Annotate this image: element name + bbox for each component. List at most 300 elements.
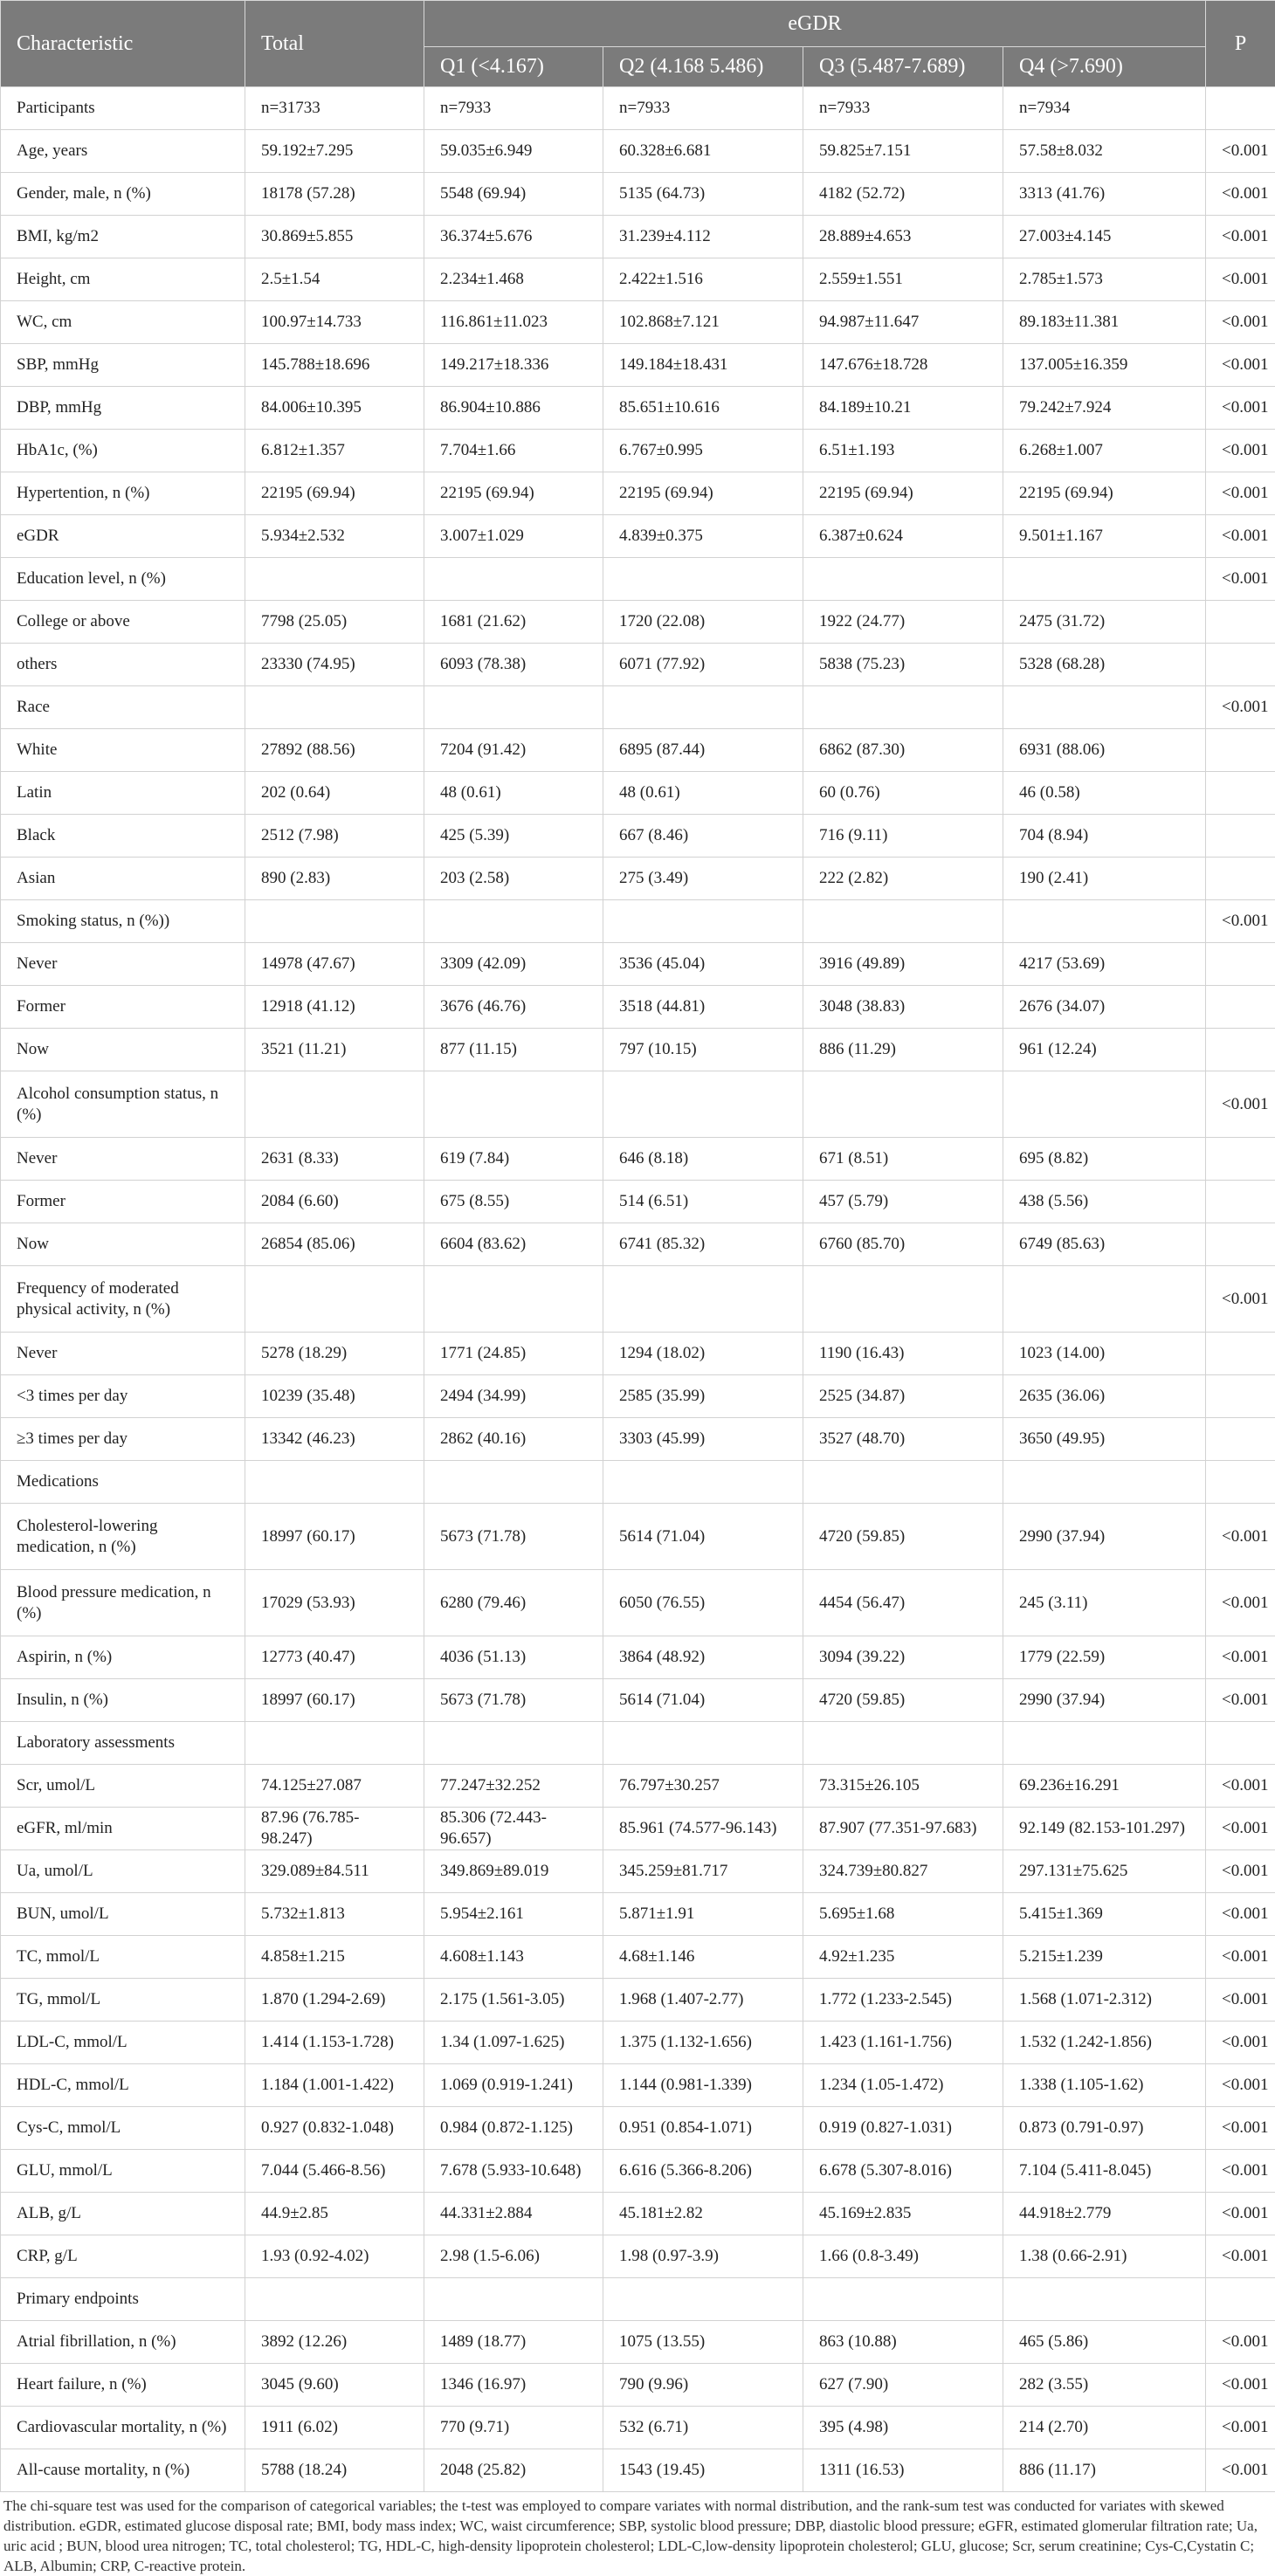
cell-total: 26854 (85.06)	[245, 1223, 424, 1266]
cell-q1: 6604 (83.62)	[424, 1223, 603, 1266]
cell-total	[245, 900, 424, 943]
table-row	[1, 1071, 1275, 1138]
cell-p: <0.001	[1206, 472, 1275, 515]
cell-p: <0.001	[1206, 2235, 1275, 2278]
cell-q4: 5328 (68.28)	[1003, 644, 1206, 686]
cell-p	[1206, 772, 1275, 815]
cell-q4	[1003, 1266, 1206, 1333]
table-row	[1, 130, 1275, 173]
cell-q4: 44.918±2.779	[1003, 2193, 1206, 2235]
cell-p	[1206, 1138, 1275, 1181]
cell-q2	[603, 558, 803, 601]
cell-total: 5788 (18.24)	[245, 2449, 424, 2492]
cell-p: <0.001	[1206, 2107, 1275, 2150]
cell-q1	[424, 558, 603, 601]
cell-q2: 514 (6.51)	[603, 1181, 803, 1223]
cell-q1	[424, 1461, 603, 1504]
cell-p	[1206, 644, 1275, 686]
cell-q3: 716 (9.11)	[803, 815, 1003, 858]
table-row	[1, 1979, 1275, 2022]
cell-q2: 6071 (77.92)	[603, 644, 803, 686]
table-row	[1, 301, 1275, 344]
table-body	[1, 87, 1275, 2492]
cell-p: <0.001	[1206, 1808, 1275, 1850]
cell-q4: 465 (5.86)	[1003, 2321, 1206, 2364]
cell-p: <0.001	[1206, 2064, 1275, 2107]
table-row	[1, 387, 1275, 430]
cell-q1: 116.861±11.023	[424, 301, 603, 344]
cell-q2	[603, 900, 803, 943]
cell-q2: 85.961 (74.577-96.143)	[603, 1808, 803, 1850]
table-row	[1, 1223, 1275, 1266]
cell-total: 13342 (46.23)	[245, 1418, 424, 1461]
cell-q2: 6.616 (5.366-8.206)	[603, 2150, 803, 2193]
cell-q2: 0.951 (0.854-1.071)	[603, 2107, 803, 2150]
cell-q4: 214 (2.70)	[1003, 2407, 1206, 2449]
cell-p	[1206, 87, 1275, 130]
cell-q2: 6050 (76.55)	[603, 1570, 803, 1636]
cell-q3: 1.772 (1.233-2.545)	[803, 1979, 1003, 2022]
table-row	[1, 173, 1275, 216]
cell-characteristic: Medications	[1, 1461, 245, 1504]
cell-q2: 3864 (48.92)	[603, 1636, 803, 1679]
cell-q4: 5.415±1.369	[1003, 1893, 1206, 1936]
cell-q4	[1003, 900, 1206, 943]
table-row	[1, 943, 1275, 986]
cell-characteristic: Heart failure, n (%)	[1, 2364, 245, 2407]
cell-characteristic: Blood pressure medication, n (%)	[1, 1570, 245, 1636]
cell-q4: 69.236±16.291	[1003, 1765, 1206, 1808]
cell-total: 100.97±14.733	[245, 301, 424, 344]
table-footnote: The chi-square test was used for the comparison of categorical variables; the t-test was employed to compare variates with normal distribution, and the rank-sum test was conducted for variates with skewed distribution. eGDR, estimated glucose disposal rate; BMI, body mass index; WC, waist circumference; SBP, systolic blood pressure; DBP, diastolic blood pressure; eGFR, estimated glomerular filtration rate; Ua, uric acid ; BUN, blood urea nitrogen; TC, total cholesterol; TG, HDL-C, high-density lipoprotein cholesterol; LDL-C,low-density lipoprotein cholesterol; GLU, glucose; Scr, serum creatinine; Cys-C,Cystatin C; ALB, Albumin; CRP, C-reactive protein.	[0, 2496, 1275, 2576]
cell-total: 5.934±2.532	[245, 515, 424, 558]
cell-q3: 6862 (87.30)	[803, 729, 1003, 772]
cell-characteristic: Hypertention, n (%)	[1, 472, 245, 515]
cell-characteristic: Smoking status, n (%))	[1, 900, 245, 943]
cell-p: <0.001	[1206, 1504, 1275, 1570]
cell-characteristic: others	[1, 644, 245, 686]
cell-characteristic: Laboratory assessments	[1, 1722, 245, 1765]
cell-total: 3892 (12.26)	[245, 2321, 424, 2364]
cell-q4: 4217 (53.69)	[1003, 943, 1206, 986]
cell-q4: 46 (0.58)	[1003, 772, 1206, 815]
cell-q3: 94.987±11.647	[803, 301, 1003, 344]
cell-q2: 1.98 (0.97-3.9)	[603, 2235, 803, 2278]
cell-p: <0.001	[1206, 301, 1275, 344]
cell-q1: 770 (9.71)	[424, 2407, 603, 2449]
cell-q3	[803, 1071, 1003, 1138]
cell-p	[1206, 1722, 1275, 1765]
cell-q4: 2.785±1.573	[1003, 258, 1206, 301]
table-row	[1, 1138, 1275, 1181]
cell-q4: 1023 (14.00)	[1003, 1333, 1206, 1375]
cell-total: 12918 (41.12)	[245, 986, 424, 1029]
table-row	[1, 2193, 1275, 2235]
cell-q1: 6280 (79.46)	[424, 1570, 603, 1636]
cell-q1: 7.704±1.66	[424, 430, 603, 472]
cell-characteristic: SBP, mmHg	[1, 344, 245, 387]
cell-characteristic: HDL-C, mmol/L	[1, 2064, 245, 2107]
cell-p	[1206, 1375, 1275, 1418]
cell-q2: 1.968 (1.407-2.77)	[603, 1979, 803, 2022]
cell-characteristic: Atrial fibrillation, n (%)	[1, 2321, 245, 2364]
cell-q4: 92.149 (82.153-101.297)	[1003, 1808, 1206, 1850]
cell-q1: 3676 (46.76)	[424, 986, 603, 1029]
cell-q1: 2.98 (1.5-6.06)	[424, 2235, 603, 2278]
header-characteristic: Characteristic	[1, 1, 245, 87]
cell-q1: 2862 (40.16)	[424, 1418, 603, 1461]
table-row	[1, 815, 1275, 858]
cell-q4: 6931 (88.06)	[1003, 729, 1206, 772]
cell-q3: 4182 (52.72)	[803, 173, 1003, 216]
cell-q4: 961 (12.24)	[1003, 1029, 1206, 1071]
table-row	[1, 1722, 1275, 1765]
cell-q1: 1681 (21.62)	[424, 601, 603, 644]
cell-characteristic: Aspirin, n (%)	[1, 1636, 245, 1679]
cell-q3: 5.695±1.68	[803, 1893, 1003, 1936]
table-header	[1, 1, 1275, 87]
table-row	[1, 2107, 1275, 2150]
cell-q2: 5135 (64.73)	[603, 173, 803, 216]
table-row	[1, 216, 1275, 258]
cell-q1: 149.217±18.336	[424, 344, 603, 387]
cell-q3: 73.315±26.105	[803, 1765, 1003, 1808]
cell-p: <0.001	[1206, 686, 1275, 729]
cell-q2	[603, 2278, 803, 2321]
cell-total: 14978 (47.67)	[245, 943, 424, 986]
cell-q3	[803, 900, 1003, 943]
cell-q4: 438 (5.56)	[1003, 1181, 1206, 1223]
cell-q2: 1075 (13.55)	[603, 2321, 803, 2364]
cell-characteristic: LDL-C, mmol/L	[1, 2022, 245, 2064]
table-row	[1, 858, 1275, 900]
cell-characteristic: Race	[1, 686, 245, 729]
cell-q4: 5.215±1.239	[1003, 1936, 1206, 1979]
cell-total	[245, 1461, 424, 1504]
cell-q2: 345.259±81.717	[603, 1850, 803, 1893]
table-row	[1, 1418, 1275, 1461]
cell-q4: 6.268±1.007	[1003, 430, 1206, 472]
cell-q4: 704 (8.94)	[1003, 815, 1206, 858]
cell-total: 59.192±7.295	[245, 130, 424, 173]
cell-q1: 7204 (91.42)	[424, 729, 603, 772]
cell-p	[1206, 986, 1275, 1029]
cell-characteristic: TG, mmol/L	[1, 1979, 245, 2022]
cell-characteristic: DBP, mmHg	[1, 387, 245, 430]
cell-characteristic: BUN, umol/L	[1, 1893, 245, 1936]
cell-total: 2084 (6.60)	[245, 1181, 424, 1223]
cell-characteristic: College or above	[1, 601, 245, 644]
cell-q2: 4.839±0.375	[603, 515, 803, 558]
cell-total: 84.006±10.395	[245, 387, 424, 430]
cell-p	[1206, 943, 1275, 986]
cell-q3	[803, 558, 1003, 601]
cell-q2: 45.181±2.82	[603, 2193, 803, 2235]
cell-characteristic: Never	[1, 943, 245, 986]
cell-q1: 86.904±10.886	[424, 387, 603, 430]
cell-q1: 5673 (71.78)	[424, 1679, 603, 1722]
cell-q3: 4.92±1.235	[803, 1936, 1003, 1979]
cell-q1	[424, 2278, 603, 2321]
cell-q1: 5673 (71.78)	[424, 1504, 603, 1570]
cell-q4: 1.532 (1.242-1.856)	[1003, 2022, 1206, 2064]
cell-q2: 4.68±1.146	[603, 1936, 803, 1979]
cell-characteristic: All-cause mortality, n (%)	[1, 2449, 245, 2492]
cell-q2: 149.184±18.431	[603, 344, 803, 387]
cell-q4: 190 (2.41)	[1003, 858, 1206, 900]
cell-q4: 2990 (37.94)	[1003, 1504, 1206, 1570]
cell-p	[1206, 1223, 1275, 1266]
cell-q4: 7.104 (5.411-8.045)	[1003, 2150, 1206, 2193]
cell-p: <0.001	[1206, 2364, 1275, 2407]
cell-q2: 2585 (35.99)	[603, 1375, 803, 1418]
table-row	[1, 2364, 1275, 2407]
cell-characteristic: Height, cm	[1, 258, 245, 301]
header-egdr-group: eGDR	[424, 1, 1206, 47]
cell-characteristic: eGDR	[1, 515, 245, 558]
cell-total: 4.858±1.215	[245, 1936, 424, 1979]
table-row	[1, 1504, 1275, 1570]
table-row	[1, 2321, 1275, 2364]
cell-q2: 2.422±1.516	[603, 258, 803, 301]
cell-q2: 646 (8.18)	[603, 1138, 803, 1181]
cell-q2: 532 (6.71)	[603, 2407, 803, 2449]
cell-q2: 1720 (22.08)	[603, 601, 803, 644]
cell-q2: 85.651±10.616	[603, 387, 803, 430]
cell-q3	[803, 1461, 1003, 1504]
header-q2: Q2 (4.168 5.486)	[603, 47, 803, 87]
cell-characteristic: Now	[1, 1029, 245, 1071]
cell-q2: 667 (8.46)	[603, 815, 803, 858]
cell-total: 87.96 (76.785-98.247)	[245, 1808, 424, 1850]
cell-q2: 31.239±4.112	[603, 216, 803, 258]
table-row	[1, 430, 1275, 472]
cell-q4: 0.873 (0.791-0.97)	[1003, 2107, 1206, 2150]
cell-q3: 147.676±18.728	[803, 344, 1003, 387]
cell-q3: 3048 (38.83)	[803, 986, 1003, 1029]
cell-p: <0.001	[1206, 1679, 1275, 1722]
cell-q4: 89.183±11.381	[1003, 301, 1206, 344]
cell-characteristic: TC, mmol/L	[1, 1936, 245, 1979]
table-row	[1, 2150, 1275, 2193]
cell-total: 44.9±2.85	[245, 2193, 424, 2235]
cell-q1: 4.608±1.143	[424, 1936, 603, 1979]
cell-q2: 6741 (85.32)	[603, 1223, 803, 1266]
table-row	[1, 1636, 1275, 1679]
cell-q1: 3.007±1.029	[424, 515, 603, 558]
cell-characteristic: Latin	[1, 772, 245, 815]
cell-q2: 790 (9.96)	[603, 2364, 803, 2407]
cell-q4: 695 (8.82)	[1003, 1138, 1206, 1181]
cell-q3: 0.919 (0.827-1.031)	[803, 2107, 1003, 2150]
table-row	[1, 1679, 1275, 1722]
table-row	[1, 1266, 1275, 1333]
cell-q4: 2475 (31.72)	[1003, 601, 1206, 644]
cell-total: 7798 (25.05)	[245, 601, 424, 644]
cell-q4: 3313 (41.76)	[1003, 173, 1206, 216]
table-row	[1, 1029, 1275, 1071]
cell-q3: 5838 (75.23)	[803, 644, 1003, 686]
cell-q1: 36.374±5.676	[424, 216, 603, 258]
cell-q1: 1771 (24.85)	[424, 1333, 603, 1375]
cell-q3: 4720 (59.85)	[803, 1504, 1003, 1570]
cell-q3: 3094 (39.22)	[803, 1636, 1003, 1679]
cell-characteristic: Education level, n (%)	[1, 558, 245, 601]
cell-q3: 45.169±2.835	[803, 2193, 1003, 2235]
cell-total: 1.870 (1.294-2.69)	[245, 1979, 424, 2022]
cell-q4: 6749 (85.63)	[1003, 1223, 1206, 1266]
cell-q3: 28.889±4.653	[803, 216, 1003, 258]
cell-q4	[1003, 1722, 1206, 1765]
cell-q4	[1003, 686, 1206, 729]
cell-total	[245, 1071, 424, 1138]
cell-p: <0.001	[1206, 344, 1275, 387]
cell-q1	[424, 686, 603, 729]
cell-q1: 675 (8.55)	[424, 1181, 603, 1223]
cell-q4: 79.242±7.924	[1003, 387, 1206, 430]
cell-q3: 6.387±0.624	[803, 515, 1003, 558]
cell-characteristic: Cys-C, mmol/L	[1, 2107, 245, 2150]
cell-total: 3521 (11.21)	[245, 1029, 424, 1071]
header-q4: Q4 (>7.690)	[1003, 47, 1206, 87]
table-row	[1, 644, 1275, 686]
cell-q2: 3518 (44.81)	[603, 986, 803, 1029]
cell-q3: n=7933	[803, 87, 1003, 130]
cell-q2	[603, 1722, 803, 1765]
cell-q2: 76.797±30.257	[603, 1765, 803, 1808]
cell-q2: 48 (0.61)	[603, 772, 803, 815]
cell-q4: 2635 (36.06)	[1003, 1375, 1206, 1418]
cell-characteristic: ALB, g/L	[1, 2193, 245, 2235]
cell-total: 7.044 (5.466-8.56)	[245, 2150, 424, 2193]
cell-total: 18997 (60.17)	[245, 1679, 424, 1722]
cell-total: 145.788±18.696	[245, 344, 424, 387]
cell-q1: 59.035±6.949	[424, 130, 603, 173]
cell-q2: 102.868±7.121	[603, 301, 803, 344]
cell-characteristic: Now	[1, 1223, 245, 1266]
cell-p	[1206, 1181, 1275, 1223]
cell-q1	[424, 1071, 603, 1138]
cell-total: 22195 (69.94)	[245, 472, 424, 515]
cell-q1: 7.678 (5.933-10.648)	[424, 2150, 603, 2193]
cell-q1: 2494 (34.99)	[424, 1375, 603, 1418]
cell-total: 0.927 (0.832-1.048)	[245, 2107, 424, 2150]
cell-q1: n=7933	[424, 87, 603, 130]
cell-q3: 6.678 (5.307-8.016)	[803, 2150, 1003, 2193]
cell-q1: 1.34 (1.097-1.625)	[424, 2022, 603, 2064]
cell-q3: 3916 (49.89)	[803, 943, 1003, 986]
cell-q3: 457 (5.79)	[803, 1181, 1003, 1223]
cell-characteristic: Scr, umol/L	[1, 1765, 245, 1808]
cell-p	[1206, 1333, 1275, 1375]
cell-q1: 0.984 (0.872-1.125)	[424, 2107, 603, 2150]
table-row	[1, 986, 1275, 1029]
cell-characteristic: GLU, mmol/L	[1, 2150, 245, 2193]
cell-characteristic: Never	[1, 1138, 245, 1181]
cell-q1: 619 (7.84)	[424, 1138, 603, 1181]
cell-total: 2512 (7.98)	[245, 815, 424, 858]
cell-q3: 6.51±1.193	[803, 430, 1003, 472]
cell-q4	[1003, 1071, 1206, 1138]
table-row	[1, 2449, 1275, 2492]
cell-characteristic: <3 times per day	[1, 1375, 245, 1418]
table-row	[1, 344, 1275, 387]
table-row	[1, 1850, 1275, 1893]
cell-q2: 6895 (87.44)	[603, 729, 803, 772]
cell-total	[245, 1722, 424, 1765]
cell-q4: 2676 (34.07)	[1003, 986, 1206, 1029]
cell-p: <0.001	[1206, 1636, 1275, 1679]
cell-q2: 797 (10.15)	[603, 1029, 803, 1071]
cell-q1: 2.175 (1.561-3.05)	[424, 1979, 603, 2022]
cell-characteristic: Cardiovascular mortality, n (%)	[1, 2407, 245, 2449]
cell-p: <0.001	[1206, 1266, 1275, 1333]
cell-q4: n=7934	[1003, 87, 1206, 130]
cell-total: 23330 (74.95)	[245, 644, 424, 686]
cell-total: 1911 (6.02)	[245, 2407, 424, 2449]
cell-total: 10239 (35.48)	[245, 1375, 424, 1418]
cell-q2: 5614 (71.04)	[603, 1504, 803, 1570]
cell-characteristic: eGFR, ml/min	[1, 1808, 245, 1850]
cell-p: <0.001	[1206, 258, 1275, 301]
cell-q3: 324.739±80.827	[803, 1850, 1003, 1893]
cell-total: 5.732±1.813	[245, 1893, 424, 1936]
cell-q3: 87.907 (77.351-97.683)	[803, 1808, 1003, 1850]
table-row	[1, 900, 1275, 943]
cell-q1: 3309 (42.09)	[424, 943, 603, 986]
table-row	[1, 2407, 1275, 2449]
cell-p	[1206, 601, 1275, 644]
cell-q2: 1543 (19.45)	[603, 2449, 803, 2492]
cell-q1	[424, 1722, 603, 1765]
cell-total	[245, 686, 424, 729]
cell-characteristic: Black	[1, 815, 245, 858]
cell-total: 18178 (57.28)	[245, 173, 424, 216]
cell-q4: 57.58±8.032	[1003, 130, 1206, 173]
cell-q2: 3536 (45.04)	[603, 943, 803, 986]
cell-q2	[603, 1461, 803, 1504]
cell-characteristic: Ua, umol/L	[1, 1850, 245, 1893]
cell-q3: 2.559±1.551	[803, 258, 1003, 301]
cell-total: 202 (0.64)	[245, 772, 424, 815]
cell-q4	[1003, 1461, 1206, 1504]
cell-total: 30.869±5.855	[245, 216, 424, 258]
cell-p: <0.001	[1206, 515, 1275, 558]
cell-p	[1206, 858, 1275, 900]
cell-total: n=31733	[245, 87, 424, 130]
table-row	[1, 258, 1275, 301]
cell-p: <0.001	[1206, 216, 1275, 258]
cell-q2	[603, 1071, 803, 1138]
cell-p: <0.001	[1206, 2449, 1275, 2492]
cell-total	[245, 2278, 424, 2321]
cell-q1: 85.306 (72.443-96.657)	[424, 1808, 603, 1850]
cell-q4: 245 (3.11)	[1003, 1570, 1206, 1636]
cell-q1: 425 (5.39)	[424, 815, 603, 858]
cell-p: <0.001	[1206, 2193, 1275, 2235]
cell-total: 74.125±27.087	[245, 1765, 424, 1808]
cell-p: <0.001	[1206, 1765, 1275, 1808]
cell-characteristic: BMI, kg/m2	[1, 216, 245, 258]
cell-characteristic: Gender, male, n (%)	[1, 173, 245, 216]
cell-q1: 6093 (78.38)	[424, 644, 603, 686]
table-row	[1, 1808, 1275, 1850]
table-row	[1, 686, 1275, 729]
cell-q3: 1311 (16.53)	[803, 2449, 1003, 2492]
cell-q1: 22195 (69.94)	[424, 472, 603, 515]
cell-characteristic: Asian	[1, 858, 245, 900]
cell-q4: 1.338 (1.105-1.62)	[1003, 2064, 1206, 2107]
